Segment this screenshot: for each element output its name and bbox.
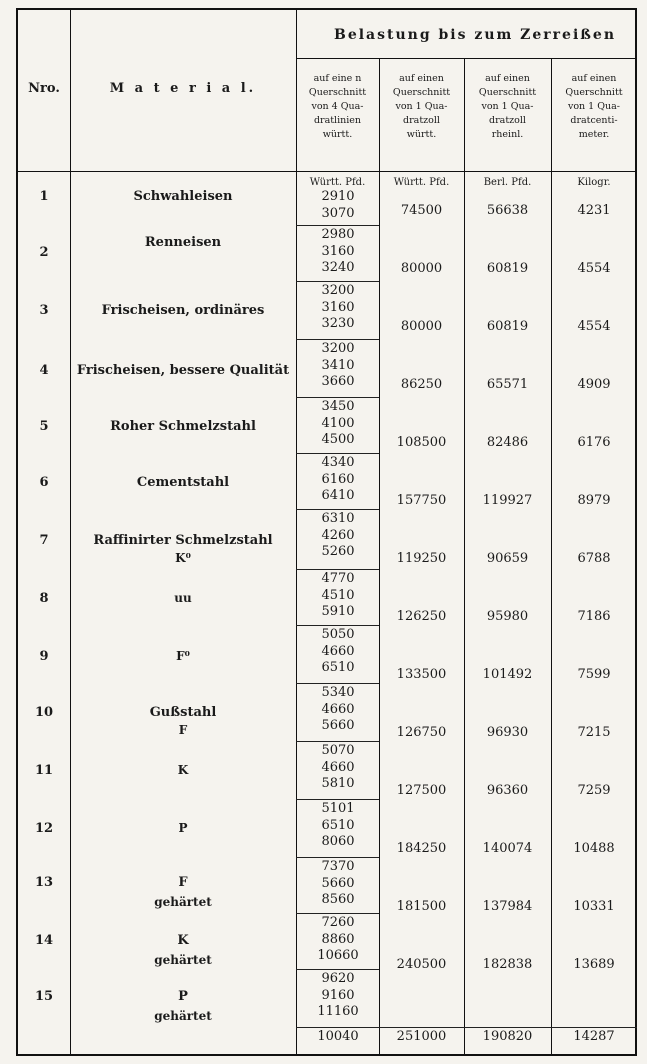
cell-divider [296,741,379,742]
value-4-quadratlinien: 3200 [321,341,355,356]
material-name: K [177,933,189,948]
value-quadratcentimeter: 4909 [577,377,611,392]
material-name: Raffinirter Schmelzstahl [93,533,273,548]
material-variant: P [178,821,188,835]
cell-divider [296,857,379,858]
cell-divider [296,913,379,914]
value-4-quadratlinien: 3230 [321,316,355,331]
row-number: 10 [34,705,54,720]
value-4-quadratlinien: 4660 [321,701,355,717]
material-variant: uu [174,591,192,605]
value-4-quadratlinien: 8560 [321,892,355,907]
row-number: 13 [34,875,54,890]
value-4-quadratlinien: 4100 [321,415,355,431]
value-quadratcentimeter: 4231 [577,203,611,218]
material-variant: K⁰ [175,551,191,565]
cell-divider [296,509,379,510]
material-name: Renneisen [144,235,222,250]
header-col2: auf einen Querschnitt von 1 Qua- dratzoll württ. [392,73,451,140]
value-4-quadratlinien: 7260 [321,915,355,930]
row-number: 8 [39,591,49,606]
value-4-quadratlinien: 3160 [321,243,355,259]
value-quadratzoll-rheinl: 82486 [486,435,529,450]
value-quadratzoll-wuertt: 126750 [396,725,447,740]
value-quadratzoll-rheinl: 182838 [482,957,533,972]
value-4-quadratlinien: 3160 [321,299,355,315]
value-quadratzoll-rheinl: 56638 [486,203,529,218]
value-quadratcentimeter: 6176 [577,435,611,450]
material-name: Cementstahl [136,475,230,490]
value-quadratzoll-wuertt: 181500 [396,899,447,914]
row-number: 11 [34,763,54,778]
value-4-quadratlinien: 9620 [321,971,355,986]
col-divider-material [296,8,297,1056]
value-4-quadratlinien: 3070 [321,205,355,221]
value-4-quadratlinien: 2910 [321,189,355,204]
value-quadratzoll-rheinl: 65571 [486,377,529,392]
material-name: Frischeisen, ordinäres [101,303,265,318]
material-variant: K [177,763,189,777]
row-number: 12 [34,821,54,836]
value-quadratcentimeter: 7186 [577,609,611,624]
value-quadratcentimeter: 10488 [573,841,615,856]
value-4-quadratlinien: 5910 [321,604,355,619]
value-4-quadratlinien: 11160 [317,1004,359,1019]
value-quadratcentimeter: 10331 [573,899,615,914]
value-4-quadratlinien: 3410 [321,357,355,373]
value-quadratzoll-rheinl: 140074 [482,841,533,856]
value-quadratcentimeter: 7259 [577,783,611,798]
material-name: P [178,989,188,1004]
material-variant: gehärtet [154,1009,212,1023]
cell-divider [296,569,379,570]
cell-divider [296,397,379,398]
row-number: 15 [34,989,54,1004]
header-col4: auf einen Querschnitt von 1 Qua- dratcenti- meter. [565,73,623,140]
cell-divider [296,799,379,800]
value-4-quadratlinien: 4660 [321,643,355,659]
value-quadratzoll-rheinl: 95980 [486,609,529,624]
value-quadratcentimeter: 6788 [577,551,611,566]
header-col1: auf eine n Querschnitt von 4 Qua- dratlinien württ. [308,73,367,140]
material-name: Gußstahl [149,705,217,720]
material-variant: F [178,723,188,737]
value-4-quadratlinien: 6410 [321,488,355,503]
value-4-quadratlinien: 6160 [321,471,355,487]
value-quadratcentimeter: 4554 [577,261,611,276]
value-quadratzoll-rheinl: 96930 [486,725,529,740]
value-4-quadratlinien: 3450 [321,399,355,414]
value-4-quadratlinien: 4510 [321,587,355,603]
material-name: Schwahleisen [133,189,233,204]
value-4-quadratlinien: 6510 [321,660,355,675]
value-quadratzoll-wuertt: 108500 [396,435,447,450]
value-4-quadratlinien: 8860 [321,931,355,947]
header-subline [296,58,637,59]
value-4-quadratlinien: 5660 [321,718,355,733]
unit-col2: Württ. Pfd. [393,177,450,188]
value-quadratzoll-wuertt: 184250 [396,841,447,856]
material-name: Frischeisen, bessere Qualität [76,363,290,378]
value-4-quadratlinien: 7370 [321,859,355,874]
unit-col3: Berl. Pfd. [483,177,532,188]
unit-col1: Württ. Pfd. [309,177,366,188]
value-quadratzoll-rheinl: 60819 [486,261,529,276]
value-quadratzoll-wuertt: 157750 [396,493,447,508]
value-quadratzoll-wuertt: 240500 [396,957,447,972]
unit-col4: Kilogr. [577,177,611,188]
value-quadratzoll-rheinl: 96360 [486,783,529,798]
header-material: M a t e r i a l. [109,81,257,96]
value-4-quadratlinien: 3200 [321,283,355,298]
row-number: 6 [39,475,49,490]
value-quadratzoll-rheinl: 137984 [482,899,533,914]
cell-divider [296,281,379,282]
cell-divider [296,339,379,340]
material-variant: gehärtet [154,953,212,967]
cell-divider [296,969,379,970]
value-quadratzoll-wuertt: 74500 [400,203,443,218]
value-4-quadratlinien: 6310 [321,511,355,526]
row-number: 5 [39,419,49,434]
value-4-quadratlinien: 3660 [321,374,355,389]
value-quadratzoll-wuertt: 86250 [400,377,443,392]
material-variant: F⁰ [176,649,190,663]
value-4-quadratlinien: 8060 [321,834,355,849]
header-belastung: Belastung bis zum Zerreißen [334,27,617,43]
material-variant: gehärtet [154,895,212,909]
value-4-quadratlinien: 4500 [321,432,355,447]
value-4-quadratlinien: 4770 [321,571,355,586]
final-row-divider [296,1027,637,1028]
value-quadratzoll-rheinl: 60819 [486,319,529,334]
value-4-quadratlinien: 10660 [317,948,359,963]
value-4-quadratlinien: 4260 [321,527,355,543]
header-nro: Nro. [28,81,60,96]
value-quadratzoll-wuertt: 127500 [396,783,447,798]
row-number: 9 [39,649,49,664]
value-quadratzoll-wuertt: 80000 [400,261,443,276]
value-quadratcentimeter: 7215 [577,725,611,740]
value-quadratcentimeter: 14287 [573,1029,615,1044]
value-quadratzoll-rheinl: 90659 [486,551,529,566]
value-quadratzoll-wuertt: 119250 [396,551,447,566]
value-quadratcentimeter: 7599 [577,667,611,682]
material-name: Roher Schmelzstahl [110,419,256,434]
value-4-quadratlinien: 4660 [321,759,355,775]
cell-divider [296,683,379,684]
value-4-quadratlinien: 3240 [321,260,355,275]
header-bottom-line [16,171,637,172]
value-4-quadratlinien: 5260 [321,544,355,559]
value-4-quadratlinien: 5050 [321,627,355,642]
cell-divider [296,453,379,454]
value-quadratzoll-rheinl: 190820 [482,1029,533,1044]
value-4-quadratlinien: 2980 [321,227,355,242]
row-number: 7 [39,533,49,548]
cell-divider [296,625,379,626]
value-4-quadratlinien: 5101 [321,801,355,816]
value-quadratcentimeter: 8979 [577,493,611,508]
value-4-quadratlinien: 10040 [317,1029,359,1044]
value-4-quadratlinien: 5660 [321,875,355,891]
value-quadratzoll-wuertt: 126250 [396,609,447,624]
value-4-quadratlinien: 4340 [321,455,355,470]
row-number: 3 [39,303,49,318]
row-number: 1 [39,189,49,204]
row-number: 2 [39,245,49,260]
value-4-quadratlinien: 6510 [321,817,355,833]
value-4-quadratlinien: 5810 [321,776,355,791]
value-quadratcentimeter: 4554 [577,319,611,334]
row-number: 14 [34,933,54,948]
value-4-quadratlinien: 9160 [321,987,355,1003]
header-col3: auf einen Querschnitt von 1 Qua- dratzoll rheinl. [478,73,537,140]
value-quadratzoll-wuertt: 80000 [400,319,443,334]
value-quadratzoll-rheinl: 119927 [482,493,533,508]
value-quadratzoll-rheinl: 101492 [482,667,533,682]
value-quadratzoll-wuertt: 251000 [396,1029,447,1044]
value-4-quadratlinien: 5340 [321,685,355,700]
value-4-quadratlinien: 5070 [321,743,355,758]
value-quadratzoll-wuertt: 133500 [396,667,447,682]
cell-divider [296,225,379,226]
row-number: 4 [39,363,49,378]
value-quadratcentimeter: 13689 [573,957,615,972]
material-name: F [178,875,188,890]
